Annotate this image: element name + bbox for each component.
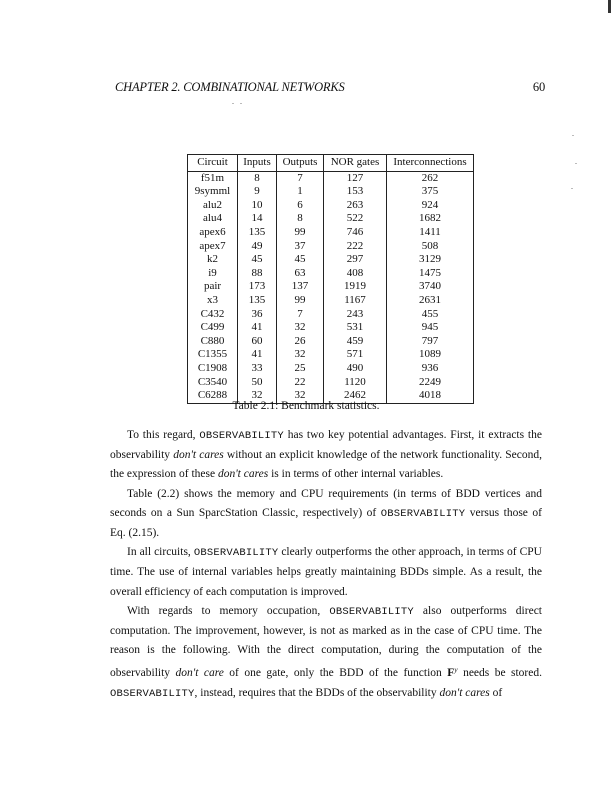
table-cell: 2462 bbox=[324, 389, 387, 403]
code-term: OBSERVABILITY bbox=[329, 605, 414, 618]
table-cell: 135 bbox=[238, 294, 277, 308]
table-cell: 25 bbox=[277, 362, 324, 376]
table-body bbox=[188, 171, 474, 403]
text-run: clearly outperforms the other approach, in terms of CPU time. The use of internal variables helps greatly maintaining BDDs simple. As a result, the overall efficiency of each computation is improved. bbox=[110, 546, 542, 598]
table-cell: 26 bbox=[277, 335, 324, 349]
table-row bbox=[188, 280, 474, 294]
page-number: 60 bbox=[532, 80, 545, 94]
table-cell: 3740 bbox=[387, 280, 474, 294]
table-cell: i9 bbox=[188, 267, 238, 281]
scan-speck bbox=[240, 103, 242, 104]
code-term: OBSERVABILITY bbox=[380, 507, 466, 520]
table-cell: 222 bbox=[324, 240, 387, 254]
table-cell: 32 bbox=[277, 389, 324, 403]
table-cell: 127 bbox=[324, 171, 387, 185]
table-cell: 8 bbox=[277, 212, 324, 226]
table-cell: 99 bbox=[277, 294, 324, 308]
table-row bbox=[188, 335, 474, 349]
table-cell: 408 bbox=[324, 267, 387, 281]
emphasis: don't cares bbox=[217, 468, 269, 481]
table-cell: 32 bbox=[277, 321, 324, 335]
table-cell: 45 bbox=[238, 253, 277, 267]
table-cell: 1919 bbox=[324, 280, 387, 294]
table-cell: 99 bbox=[277, 226, 324, 240]
table-row bbox=[188, 348, 474, 362]
body-text bbox=[110, 426, 542, 704]
table-cell: 36 bbox=[238, 308, 277, 322]
scan-speck bbox=[571, 188, 573, 189]
table-cell: 1120 bbox=[324, 376, 387, 390]
table-cell: 10 bbox=[238, 199, 277, 213]
table-cell: 1411 bbox=[387, 226, 474, 240]
table-cell: C6288 bbox=[188, 389, 238, 403]
text-run: without an explicit knowledge of the network functionality. Second, the expression of these bbox=[110, 449, 542, 481]
table-cell: 455 bbox=[387, 308, 474, 322]
table-cell: apex7 bbox=[188, 240, 238, 254]
benchmark-table-container bbox=[187, 154, 474, 404]
table-cell: 7 bbox=[277, 171, 324, 185]
table-cell: 508 bbox=[387, 240, 474, 254]
table-cell: 137 bbox=[277, 280, 324, 294]
table-cell: pair bbox=[188, 280, 238, 294]
text-run: has two key potential advantages. First, it extracts the observability bbox=[110, 429, 542, 462]
table-cell: 173 bbox=[238, 280, 277, 294]
chapter-title: CHAPTER 2. COMBINATIONAL NETWORKS bbox=[115, 80, 345, 94]
table-cell: 375 bbox=[387, 185, 474, 199]
table-cell: 6 bbox=[277, 199, 324, 213]
table-row bbox=[188, 171, 474, 185]
table-cell: 490 bbox=[324, 362, 387, 376]
table-cell: 797 bbox=[387, 335, 474, 349]
table-header-row bbox=[188, 155, 474, 172]
table-cell: 33 bbox=[238, 362, 277, 376]
scan-speck bbox=[572, 135, 574, 136]
scan-speck bbox=[575, 163, 577, 164]
table-caption: Table 2.1: Benchmark statistics. bbox=[232, 400, 380, 412]
table-cell: k2 bbox=[188, 253, 238, 267]
text-run: To this regard, bbox=[127, 429, 200, 441]
table-row bbox=[188, 226, 474, 240]
table-cell: f51m bbox=[188, 171, 238, 185]
text-run: is in terms of other internal variables. bbox=[268, 468, 444, 481]
table-row bbox=[188, 308, 474, 322]
text-run: In all circuits, bbox=[127, 546, 194, 559]
table-cell: 1 bbox=[277, 185, 324, 199]
table-cell: 45 bbox=[277, 253, 324, 267]
table-cell: 522 bbox=[324, 212, 387, 226]
text-run: Table (2.2) shows the memory and CPU requirements (in terms of BDD vertices and seconds on a Sun SparcStation Classic, respectively) of bbox=[110, 487, 542, 519]
table-cell: 63 bbox=[277, 267, 324, 281]
table-cell: C880 bbox=[188, 335, 238, 349]
code-term: OBSERVABILITY bbox=[193, 547, 279, 560]
table-cell: 262 bbox=[387, 171, 474, 185]
table-row bbox=[188, 362, 474, 376]
paragraph bbox=[110, 543, 542, 602]
table-cell: 2249 bbox=[387, 376, 474, 390]
table-cell: 243 bbox=[324, 308, 387, 322]
paragraph bbox=[110, 485, 542, 544]
column-header: Circuit bbox=[188, 155, 238, 172]
table-row bbox=[188, 212, 474, 226]
table-row bbox=[188, 267, 474, 281]
emphasis: don't cares bbox=[439, 686, 490, 699]
table-cell: 924 bbox=[387, 199, 474, 213]
table-cell: 4018 bbox=[387, 389, 474, 403]
table-cell: 1089 bbox=[387, 348, 474, 362]
text-run: of bbox=[489, 686, 503, 699]
table-cell: 88 bbox=[238, 267, 277, 281]
text-run: versus those of Eq. (2.15). bbox=[110, 506, 542, 540]
running-header bbox=[115, 80, 545, 95]
table-row bbox=[188, 199, 474, 213]
table-cell: C432 bbox=[188, 308, 238, 322]
emphasis: don't cares bbox=[173, 449, 224, 462]
table-cell: 297 bbox=[324, 253, 387, 267]
paragraph bbox=[110, 602, 542, 704]
table-cell: 1167 bbox=[324, 294, 387, 308]
table-cell: 49 bbox=[238, 240, 277, 254]
table-cell: 945 bbox=[387, 321, 474, 335]
table-cell: 37 bbox=[277, 240, 324, 254]
table-cell: 50 bbox=[238, 376, 277, 390]
emphasis: don't care bbox=[175, 667, 224, 680]
table-cell: C1908 bbox=[188, 362, 238, 376]
table-cell: C499 bbox=[188, 321, 238, 335]
table-cell: 8 bbox=[238, 171, 277, 185]
text-run: , instead, requires that the BDDs of the observability bbox=[194, 686, 440, 699]
table-cell: 41 bbox=[238, 348, 277, 362]
table-cell: 7 bbox=[277, 308, 324, 322]
text-run: also outperforms direct computation. The improvement, however, is not as marked as in the case of CPU time. The reason is the following. With the direct computation, during the computation of the observability bbox=[110, 604, 542, 680]
table-cell: alu2 bbox=[188, 199, 238, 213]
table-cell: x3 bbox=[188, 294, 238, 308]
table-cell: 1682 bbox=[387, 212, 474, 226]
table-row bbox=[188, 253, 474, 267]
table-cell: 263 bbox=[324, 199, 387, 213]
table-cell: C1355 bbox=[188, 348, 238, 362]
scan-edge-mark bbox=[608, 0, 611, 13]
table-cell: 9symml bbox=[188, 185, 238, 199]
table-row bbox=[188, 321, 474, 335]
table-cell: C3540 bbox=[188, 376, 238, 390]
math-superscript: y bbox=[454, 665, 458, 675]
code-term: OBSERVABILITY bbox=[110, 687, 195, 700]
paragraph bbox=[110, 426, 542, 485]
table-cell: 41 bbox=[238, 321, 277, 335]
text-run: With regards to memory occupation, bbox=[127, 604, 330, 617]
table-cell: 14 bbox=[238, 212, 277, 226]
table-cell: alu4 bbox=[188, 212, 238, 226]
table-cell: 1475 bbox=[387, 267, 474, 281]
code-term: OBSERVABILITY bbox=[199, 430, 284, 442]
table-cell: 32 bbox=[277, 348, 324, 362]
table-cell: 746 bbox=[324, 226, 387, 240]
table-cell: 32 bbox=[238, 389, 277, 403]
table-cell: 571 bbox=[324, 348, 387, 362]
table-cell: 3129 bbox=[387, 253, 474, 267]
table-cell: apex6 bbox=[188, 226, 238, 240]
text-run: needs be stored. bbox=[457, 667, 542, 680]
scan-speck bbox=[232, 103, 234, 104]
table-cell: 2631 bbox=[387, 294, 474, 308]
table-cell: 60 bbox=[238, 335, 277, 349]
table-cell: 135 bbox=[238, 226, 277, 240]
table-cell: 936 bbox=[387, 362, 474, 376]
table-cell: 22 bbox=[277, 376, 324, 390]
column-header: NOR gates bbox=[324, 155, 387, 172]
table-cell: 9 bbox=[238, 185, 277, 199]
table-row bbox=[188, 376, 474, 390]
table-cell: 531 bbox=[324, 321, 387, 335]
table-cell: 459 bbox=[324, 335, 387, 349]
table-row bbox=[188, 294, 474, 308]
benchmark-table bbox=[187, 154, 474, 404]
column-header: Outputs bbox=[277, 155, 324, 172]
table-row bbox=[188, 185, 474, 199]
table-row bbox=[188, 240, 474, 254]
column-header: Inputs bbox=[238, 155, 277, 172]
table-cell: 153 bbox=[324, 185, 387, 199]
text-run: of one gate, only the BDD of the function bbox=[223, 667, 448, 680]
math-symbol: F bbox=[447, 667, 455, 680]
column-header: Interconnections bbox=[387, 155, 474, 172]
